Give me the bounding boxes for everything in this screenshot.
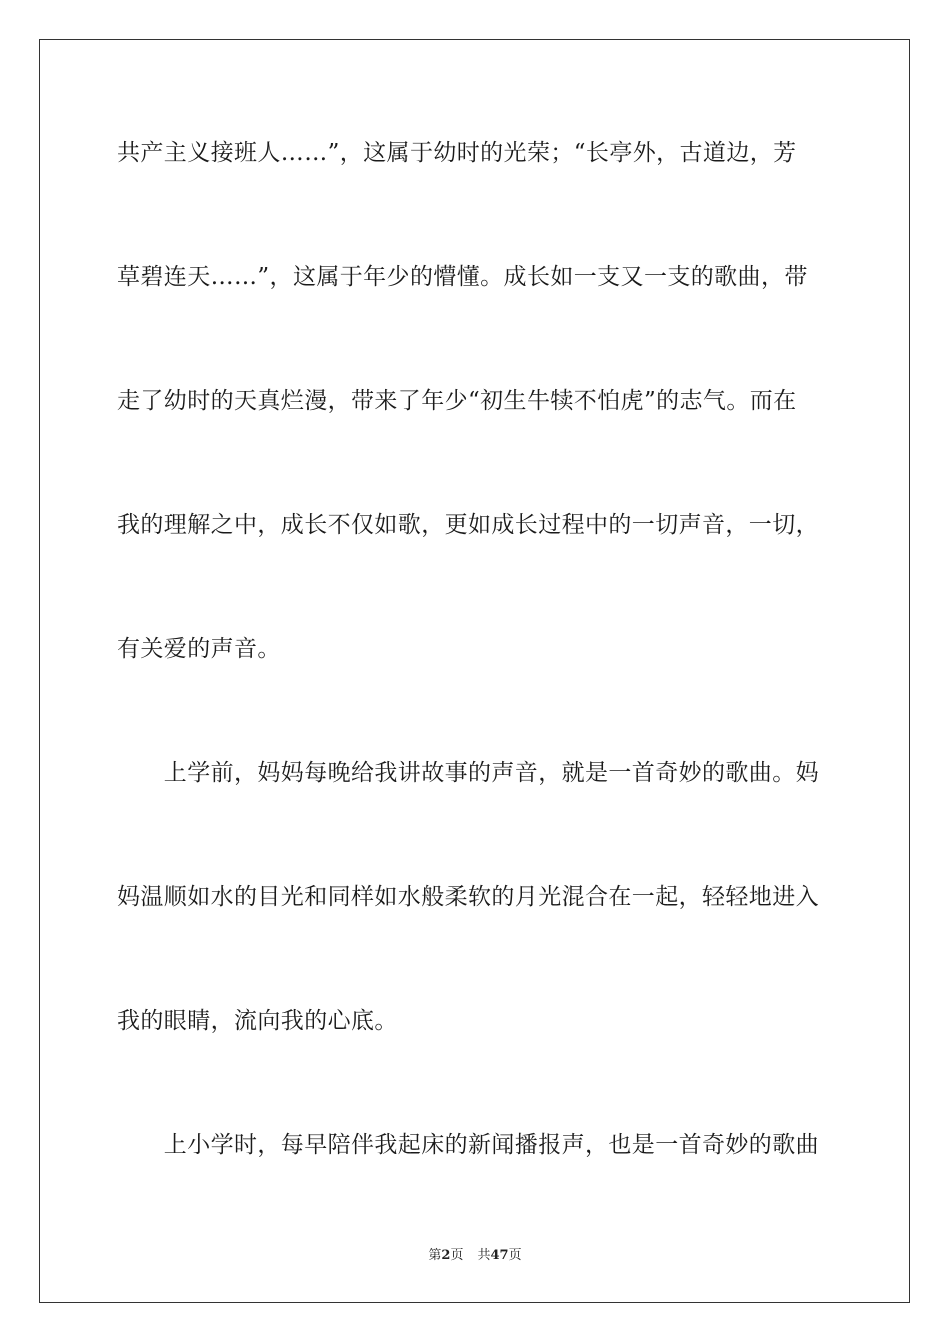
text-line: 有关爱的声音。 xyxy=(117,636,281,662)
page-border xyxy=(39,39,910,1303)
text-line: 妈温顺如水的目光和同样如水般柔软的月光混合在一起，轻轻地进入 xyxy=(117,884,819,910)
page-number: 2 xyxy=(441,1248,451,1263)
paragraph-first-line: 上小学时，每早陪伴我起床的新闻播报声，也是一首奇妙的歌曲 xyxy=(117,1132,819,1158)
total-pages: 47 xyxy=(490,1248,509,1263)
text-line: 我的眼睛，流向我的心底。 xyxy=(117,1008,398,1034)
page-footer xyxy=(0,1248,950,1264)
paragraph-first-line: 上学前，妈妈每晚给我讲故事的声音，就是一首奇妙的歌曲。妈 xyxy=(117,760,819,786)
total-prefix: 共 xyxy=(477,1248,491,1263)
page-prefix: 第 xyxy=(428,1248,442,1263)
text-line: 共产主义接班人……”，这属于幼时的光荣；“长亭外，古道边，芳 xyxy=(117,140,797,166)
page-suffix: 页 xyxy=(450,1248,464,1263)
total-suffix: 页 xyxy=(508,1248,522,1263)
text-line: 草碧连天……”，这属于年少的懵懂。成长如一支又一支的歌曲，带 xyxy=(117,264,808,290)
text-line: 走了幼时的天真烂漫，带来了年少“初生牛犊不怕虎”的志气。而在 xyxy=(117,388,797,414)
text-line: 我的理解之中，成长不仅如歌，更如成长过程中的一切声音，一切， xyxy=(117,512,819,538)
